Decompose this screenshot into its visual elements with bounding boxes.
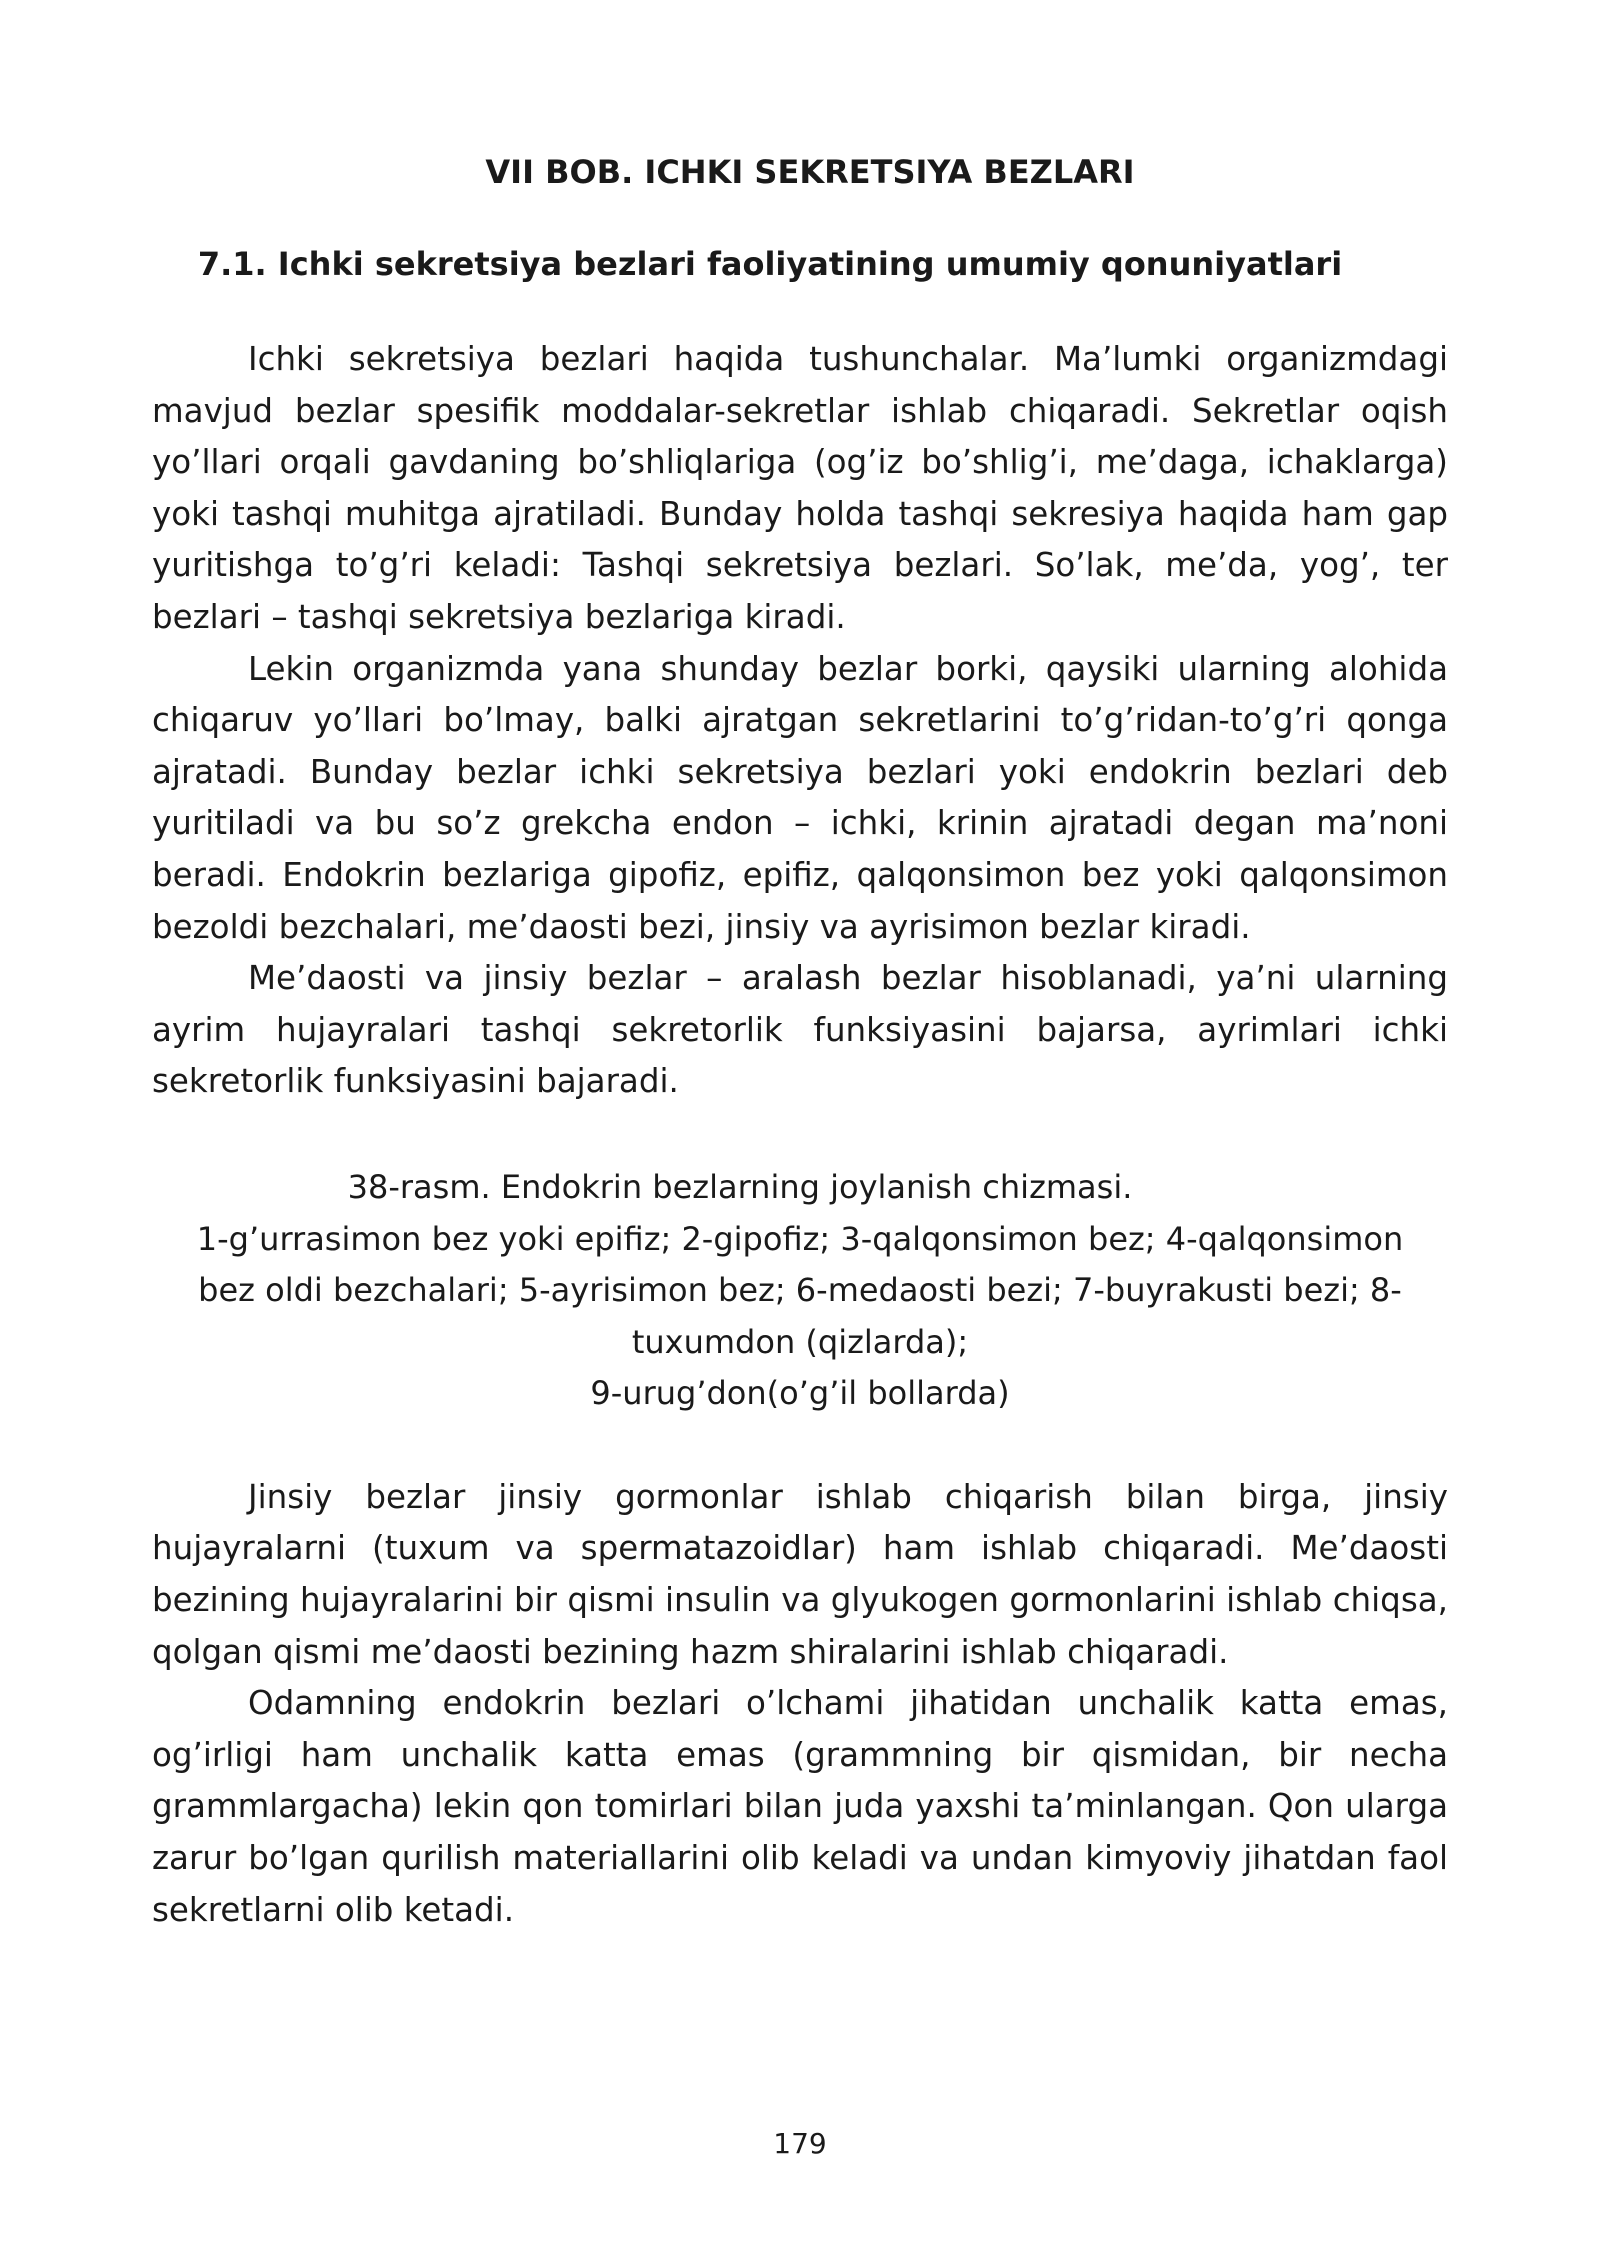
paragraph: Ichki sekretsiya bezlari haqida tushunchalar. Ma’lumki organizmdagi mavjud bezlar spesifik moddalar-sekretlar ishlab chiqaradi. Sekretlar oqish yo’llari orqali gavdaning bo’shliqlariga (og’iz bo’shlig’i, me’daga, ichaklarga) yoki tashqi muhitga ajratiladi. Bunday holda tashqi sekresiya haqida ham gap yuritishga to’g’ri keladi: Tashqi sekretsiya bezlari. So’lak, me’da, yog’, ter bezlari – tashqi sekretsiya bezlariga kiradi. bbox=[152, 340, 1448, 636]
paragraph: Jinsiy bezlar jinsiy gormonlar ishlab chiqarish bilan birga, jinsiy hujayralarni (tuxum va spermatazoidlar) ham ishlab chiqaradi. Me’daosti bezining hujayralarini bir qismi insulin va glyukogen gormonlarini ishlab chiqsa, qolgan qismi me’daosti bezining hazm shiralarini ishlab chiqaradi. bbox=[152, 1477, 1448, 1671]
figure-caption-body: 1-g’urrasimon bez yoki epifiz; 2-gipofiz; 3-qalqonsimon bez; 4-qalqonsimon bez oldi bezchalari; 5-ayrisimon bez; 6-medaosti bezi; 7-buyrakusti bezi; 8-tuxumdon (qizlarda); bbox=[196, 1219, 1404, 1361]
paragraph: Odamning endokrin bezlari o’lchami jihatidan unchalik katta emas, og’irligi ham unchalik katta emas (grammning bir qismidan, bir necha grammlargacha) lekin qon tomirlari bilan juda yaxshi ta’minlangan. Qon ularga zarur bo’lgan qurilish materiallarini olib keladi va undan kimyoviy jihatdan faol sekretlarni olib ketadi. bbox=[152, 1684, 1448, 1929]
page-number: 179 bbox=[773, 2127, 827, 2160]
page-content bbox=[152, 150, 1448, 1936]
figure-caption-title: 38-rasm. Endokrin bezlarning joylanish chizmasi. bbox=[347, 1167, 1133, 1206]
figure-caption bbox=[152, 1162, 1448, 1420]
figure-caption-last: 9-urug’don(o’g’il bollarda) bbox=[590, 1374, 1010, 1413]
section-title: 7.1. Ichki sekretsiya bezlari faoliyatining umumiy qonuniyatlari bbox=[197, 245, 1343, 283]
paragraph: Me’daosti va jinsiy bezlar – aralash bezlar hisoblanadi, ya’ni ularning ayrim hujayralari tashqi sekretorlik funksiyasini bajarsa, ayrimlari ichki sekretorlik funksiyasini bajaradi. bbox=[152, 959, 1448, 1101]
chapter-title: VII BOB. ICHKI SEKRETSIYA BEZLARI bbox=[485, 153, 1135, 191]
paragraph: Lekin organizmda yana shunday bezlar borki, qaysiki ularning alohida chiqaruv yo’llari bo’lmay, balki ajratgan sekretlarini to’g’ridan-to’g’ri qonga ajratadi. Bunday bezlar ichki sekretsiya bezlari yoki endokrin bezlari deb yuritiladi va bu so’z grekcha endon – ichki, krinin ajratadi degan ma’noni beradi. Endokrin bezlariga gipofiz, epifiz, qalqonsimon bez yoki qalqonsimon bezoldi bezchalari, me’daosti bezi, jinsiy va ayrisimon bezlar kiradi. bbox=[152, 649, 1448, 946]
